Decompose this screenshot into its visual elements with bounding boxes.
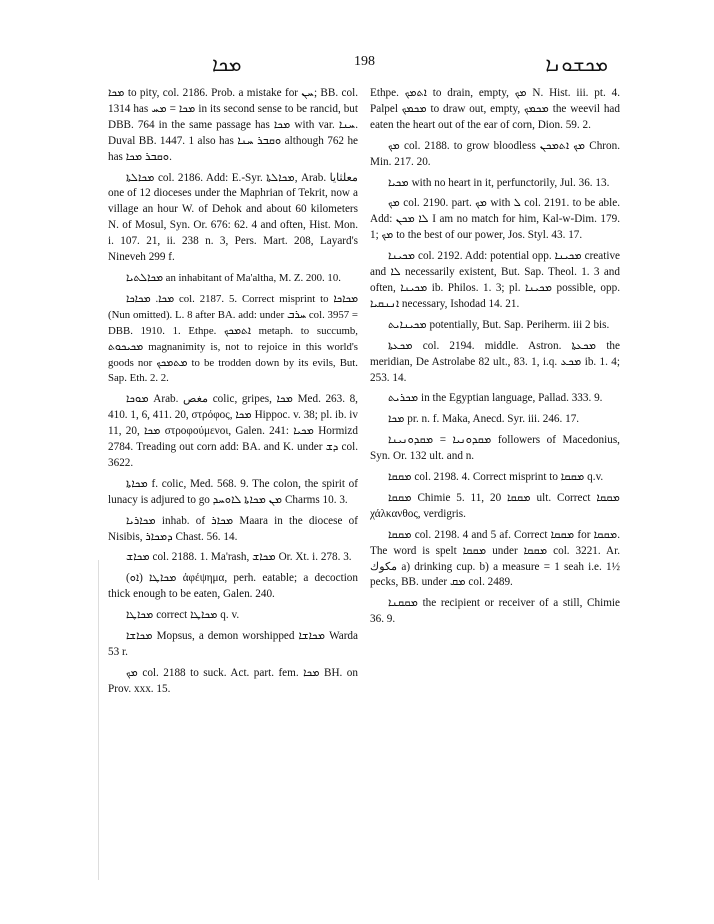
dictionary-entry: ܡܩܩܐ Chimie 5. 11, ܡܩܩܐ 20 ult. Correct ܡܩܩܐ χάλκανθος, verdigris. xyxy=(370,491,620,520)
dictionary-entry: ܡܟܥܬܐ col. 2194. middle. Astron. ܡܟܥܬܐ the meridian, De Astrolabe 82 ult., 83. 1, i.q. ܡܟܥ ib. 1. 4; 253. 14. xyxy=(370,339,620,384)
right-column xyxy=(370,86,620,633)
dictionary-entry: ܡܟܐܫ col. 2188. 1. Ma'rash, ܡܟܐܫ Or. Xt. i. 278. 3. xyxy=(126,551,352,564)
dictionary-entry: ܡܩܕܘܢܝܐ = ܡܩܕܘܢܝܢܐ followers of Macedonius, Syn. Or. 132 ult. and n. xyxy=(370,434,620,463)
running-head-right: ܡܟܫܘܢܐ xyxy=(545,52,608,76)
dictionary-entry: ܡܟ col. 2190. part. ܡܟ with ܠ col. 2191. to be able. Add: ܠܐ ܡܟܢ I am no match for him, Kal-w-Dim. 179. 1; ܡܟ to the best of our power, Jos. Styl. 43. 17. xyxy=(370,197,621,242)
dictionary-entry: ܡܟܐ. ܡܟܐܟܐ col. 2187. 5. Correct misprint to ܡܟܐܟܐ (Nun omitted). L. 8 after BA. add: under ܚܪܒ col. 3957 = DBB. 1910. 1. Ethpe. ܐܬܡܟܟ metaph. to succumb, ܡܟܝܟܘܬ magnanimity is, not to rejoice in this world's goods nor ܡܬܡܟܟ to be trodden down by its evils, But. Sap. Eth. 2. 2. xyxy=(108,292,358,385)
dictionary-entry: ܡܟ col. 2188 to suck. Act. part. fem. ܡܟܐ BH. on Prov. xxx. 15. xyxy=(108,666,358,695)
dictionary-entry: ܡܟܐܛܐ correct ܡܟܐܛܐ q. v. xyxy=(126,609,240,622)
dictionary-entry: ܡܟܐ to pity, col. 2186. Prob. a mistake for ܚܢ; BB. col. 1314 has ܡܟܐ = ܡܚ in its second sense to be rancid, but DBB. 764 in the same passage has ܡܟܐ with var. ܚܢܐ. Duval BB. 1447. 1 also has ܘܩܒܪ ܚܢܐ although 762 he has ܘܩܒܪ ܡܟܐ. xyxy=(108,87,359,163)
dictionary-entry: ܡܘܟܐ Arab. مغص colic, gripes, ܡܟܐ Med. 263. 8, 410. 1, 6, 411. 20, στρόφος, ܡܟܐ Hippoc. v. 38; pl. ib. iv 11, 20, ܡܟܐ στροφούμενοι, Galen. 241: ܡܟܝܐ Hormizd 2784. Treading out corn add: BA. and K. under ܕܫ col. 3622. xyxy=(108,393,358,469)
dictionary-entry: ܡܟܐܫܐ Mopsus, a demon worshipped ܡܟܐܫܐ Warda 53 r. xyxy=(108,630,358,658)
dictionary-entry: Ethpe. ܐܬܡܟ to drain, empty, ܡܟ N. Hist. iii. pt. 4. Palpel ܡܟܡܟ to draw out, empty, ܡܟܡܟ the weevil had eaten the heart out of the ear of corn, Dion. 59. 2. xyxy=(370,87,620,131)
dictionary-entry: ܡܟܝܢܐܝܬ potentially, But. Sap. Periherm. iii 2 bis. xyxy=(388,318,610,331)
dictionary-entry: ܡܟܐܠܬܝܐ an inhabitant of Ma'altha, M. Z. 200. 10. xyxy=(126,271,341,284)
page-header xyxy=(108,52,608,78)
running-head-left: ܡܟܐ xyxy=(212,52,242,76)
dictionary-entry: ܡܟܐܬܐ f. colic, Med. 568. 9. The colon, the spirit of lunacy is adjured to go ܡܢ ܡܟܐܬܐ ܠܐܘܚܕ Charms 10. 3. xyxy=(108,477,358,506)
left-column xyxy=(108,86,358,703)
dictionary-entry: ܡܩܩܐ col. 2198. 4. Correct misprint to ܡܩܩܐ q.v. xyxy=(388,471,604,484)
dictionary-entry: ܡܟܐ pr. n. f. Maka, Anecd. Syr. iii. 246. 17. xyxy=(388,413,580,426)
dictionary-entry: ܡܟܐܠܬܐ col. 2186. Add: E.-Syr. ܡܟܐܠܬܐ, Arab. معلثايا one of 12 dioceses under the Maphrian of Tekrit, now a village an hour W. of Dehok and about 60 kilometers N. of Mosul, Syn. Or. 676: 62. 4 and often, Hist. Mon. i. 107. 21, ii. 238 n. 3, Pers. Mart. 208, Layard's Nineveh 299 f. xyxy=(108,171,358,264)
dictionary-entry: ܡܟܐܪܝܐ inhab. of ܡܟܐܪ Maara in the diocese of Nisibis, ܕܡܟܐܪ Chast. 56. 14. xyxy=(108,514,358,543)
dictionary-entry: ܡܩܩܢܐ the recipient or receiver of a still, Chimie 36. 9. xyxy=(370,597,620,626)
dictionary-entry: ܡܟ col. 2188. to grow bloodless ܡܟ ܐܬܡܟܢ Chron. Min. 217. 20. xyxy=(370,139,621,168)
dictionary-entry: ܡܟܝܢܐ col. 2192. Add: potential opp. ܡܟܝܢܐ creative and ܠܐ necessarily existent, But. Sap. Theol. 1. 3 and often, ܡܟܝܢܐ ib. Philos. 1. 3; pl. ܡܟܝܢܐ possible, opp. ܐܢܢܩܝܐ necessary, Ishodad 14. 21. xyxy=(370,250,621,310)
dictionary-entry: ܡܟܐܛܐ (ܐܘ) ἀφέψημα, perh. eatable; a decoction thick enough to be eaten, Galen. 240. xyxy=(108,572,358,601)
dictionary-entry: ܡܟܝܐ with no heart in it, perfunctorily, Jul. 36. 13. xyxy=(388,176,610,189)
margin-rule xyxy=(98,560,99,880)
dictionary-entry: ܡܟܪܝܬ in the Egyptian language, Pallad. 333. 9. xyxy=(388,392,603,405)
page-number: 198 xyxy=(354,54,375,69)
dictionary-entry: ܡܩܩܐ col. 2198. 4 and 5 af. Correct ܡܩܩܐ for ܡܩܩܐ. The word is spelt ܡܩܩܐ under ܡܩܩܐ col. 3221. Ar. مكوك a) drinking cup. b) a measure = 1 seah i.e. 1½ pecks, BB. under ܡܩ col. 2489. xyxy=(370,528,620,589)
